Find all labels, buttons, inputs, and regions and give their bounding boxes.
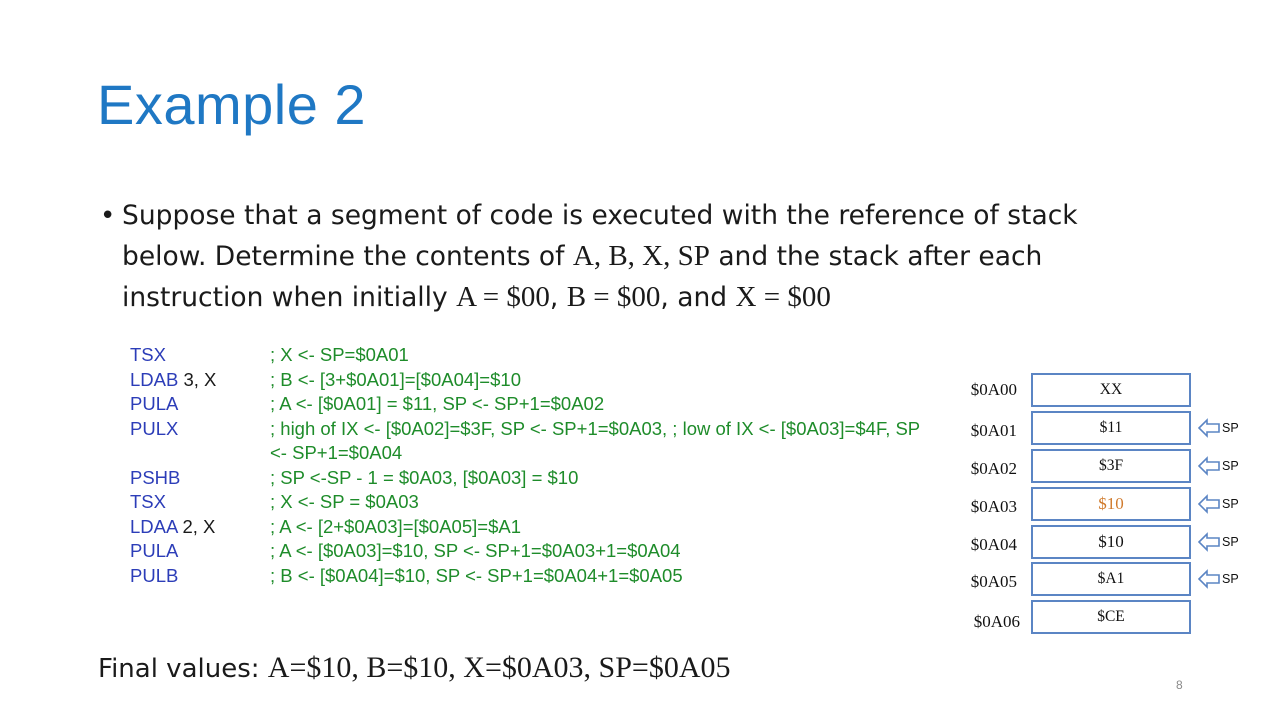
instruction: [130, 417, 270, 466]
mnemonic: TSX: [130, 491, 166, 512]
code-comment: ; B <- [$0A04]=$10, SP <- SP+1=$0A04+1=$0A05: [270, 564, 683, 586]
mnemonic: PSHB: [130, 466, 181, 488]
sp-label: SP: [1222, 572, 1239, 586]
bullet-paragraph: [100, 196, 1160, 318]
slide-title: Example 2: [97, 73, 367, 136]
sp-label: SP: [1222, 459, 1239, 473]
sp-arrow-icon: [1198, 532, 1220, 552]
sp-arrow-icon: [1198, 494, 1220, 514]
stack-cell: XX: [1031, 373, 1191, 407]
initial-x: X = $00: [735, 281, 831, 313]
code-line: [130, 466, 930, 491]
stack-cell: $11: [1031, 411, 1191, 445]
sp-arrow-icon: [1198, 418, 1220, 438]
instruction: [130, 490, 270, 515]
initial-a: A = $00: [456, 281, 550, 313]
instruction: [130, 539, 270, 564]
instruction: [130, 515, 270, 540]
stack-address: $0A06: [973, 612, 1020, 631]
stack-cell: $A1: [1031, 562, 1191, 596]
bullet-dot-icon: •: [100, 201, 116, 231]
mnemonic: LDAB: [130, 368, 179, 390]
final-values-label: Final values:: [98, 654, 268, 684]
stack-cell-highlighted: $10: [1031, 487, 1191, 521]
mnemonic: PULB: [130, 564, 179, 586]
instruction: [130, 466, 270, 491]
page-number: 8: [1176, 678, 1183, 692]
bullet-text-part: and the stack after each instruction when initially: [122, 241, 1043, 313]
stack-address: $0A01: [970, 421, 1017, 440]
code-line: [130, 392, 930, 417]
stack-address: $0A02: [970, 459, 1017, 478]
sp-label: SP: [1222, 497, 1239, 511]
stack-cell: $CE: [1031, 600, 1191, 634]
bullet-text-part: Suppose that a segment of code is executed with the reference of stack below. Determine the contents of: [122, 200, 1078, 272]
code-line: [130, 368, 930, 393]
sp-label: SP: [1222, 535, 1239, 549]
register-list: A, B, X, SP: [572, 240, 710, 272]
separator: , and: [660, 282, 736, 313]
code-comment: ; A <- [$0A01] = $11, SP <- SP+1=$0A02: [270, 393, 605, 414]
stack-address: $0A00: [970, 380, 1017, 399]
instruction: [130, 564, 270, 589]
code-comment: ; high of IX <- [$0A02]=$3F, SP <- SP+1=$0A03, ; low of IX <- [$0A03]=$4F, SP <- SP+1=$0A04: [270, 417, 925, 463]
sp-arrow-icon: [1198, 569, 1220, 589]
code-line: [130, 343, 930, 368]
final-values: [98, 651, 731, 685]
stack-cell: $3F: [1031, 449, 1191, 483]
stack-address: $0A05: [970, 572, 1017, 591]
code-comment: ; SP <-SP - 1 = $0A03, [$0A03] = $10: [270, 466, 579, 488]
sp-arrow-icon: [1198, 456, 1220, 476]
instruction: [130, 343, 270, 368]
mnemonic: PULX: [130, 417, 179, 439]
mnemonic: PULA: [130, 540, 179, 561]
initial-b: B = $00: [566, 281, 661, 313]
stack-cell: $10: [1031, 525, 1191, 559]
code-comment: ; A <- [$0A03]=$10, SP <- SP+1=$0A03+1=$0A04: [270, 540, 681, 561]
operand: 3, X: [178, 368, 217, 390]
code-comment: ; B <- [3+$0A01]=[$0A04]=$10: [270, 368, 521, 390]
code-line: [130, 490, 930, 515]
instruction: [130, 392, 270, 417]
code-comment: ; X <- SP=$0A01: [270, 344, 409, 365]
sp-label: SP: [1222, 421, 1239, 435]
code-line: [130, 564, 930, 589]
mnemonic: LDAA: [130, 515, 178, 537]
code-line: [130, 417, 930, 466]
bullet-text: [122, 196, 1160, 318]
final-values-text: A=$10, B=$10, X=$0A03, SP=$0A05: [267, 651, 731, 684]
code-line: [130, 539, 930, 564]
instruction: [130, 368, 270, 393]
separator: ,: [549, 282, 567, 313]
mnemonic: PULA: [130, 393, 179, 414]
stack-address: $0A04: [970, 535, 1017, 554]
operand: 2, X: [177, 515, 216, 537]
code-line: [130, 515, 930, 540]
mnemonic: TSX: [130, 344, 166, 365]
code-comment: ; X <- SP = $0A03: [270, 491, 419, 512]
stack-address: $0A03: [970, 497, 1017, 516]
code-listing: [130, 343, 930, 588]
code-comment: ; A <- [2+$0A03]=[$0A05]=$A1: [270, 515, 521, 537]
